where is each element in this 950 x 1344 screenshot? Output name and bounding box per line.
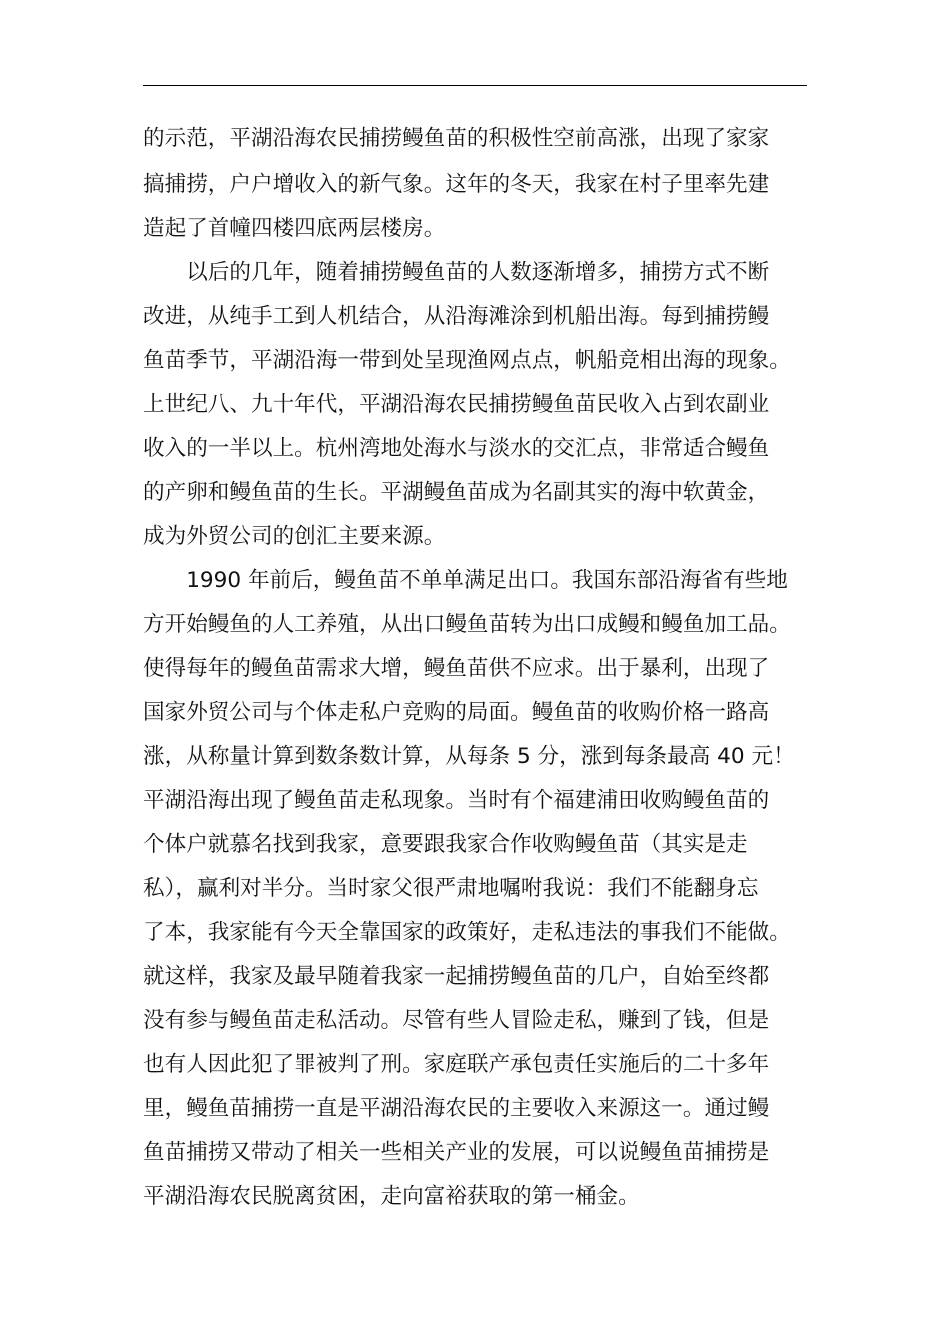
text-line: 鱼苗季节，平湖沿海一带到处呈现渔网点点，帆船竞相出海的现象。 bbox=[143, 348, 791, 373]
text-line: 的产卵和鳗鱼苗的生长。平湖鳗鱼苗成为名副其实的海中软黄金， bbox=[143, 480, 770, 505]
text-line: 改进，从纯手工到人机结合，从沿海滩涂到机船出海。每到捕捞鳗 bbox=[143, 304, 770, 329]
text-line: 上世纪八、九十年代，平湖沿海农民捕捞鳗鱼苗民收入占到农副业 bbox=[143, 392, 770, 417]
text-line: 也有人因此犯了罪被判了刑。家庭联产承包责任实施后的二十多年 bbox=[143, 1052, 770, 1077]
text-line: 的示范，平湖沿海农民捕捞鳗鱼苗的积极性空前高涨，出现了家家 bbox=[143, 126, 770, 151]
text-line: 个体户就慕名找到我家，意要跟我家合作收购鳗鱼苗（其实是走 bbox=[143, 832, 748, 857]
text-line: 国家外贸公司与个体走私户竞购的局面。鳗鱼苗的收购价格一路高 bbox=[143, 700, 770, 725]
text-line: 就这样，我家及最早随着我家一起捕捞鳗鱼苗的几户，自始至终都 bbox=[143, 964, 770, 989]
text-line: 造起了首幢四楼四底两层楼房。 bbox=[143, 216, 446, 241]
text-line: 了本，我家能有今天全靠国家的政策好，走私违法的事我们不能做。 bbox=[143, 920, 791, 945]
text-line: 收入的一半以上。杭州湾地处海水与淡水的交汇点，非常适合鳗鱼 bbox=[143, 436, 770, 461]
text-line: 涨，从称量计算到数条数计算，从每条 5 分，涨到每条最高 40 元！ bbox=[143, 744, 795, 769]
text-line: 成为外贸公司的创汇主要来源。 bbox=[143, 524, 446, 549]
text-line: 里，鳗鱼苗捕捞一直是平湖沿海农民的主要收入来源这一。通过鳗 bbox=[143, 1096, 770, 1121]
text-line: 使得每年的鳗鱼苗需求大增，鳗鱼苗供不应求。出于暴利，出现了 bbox=[143, 656, 770, 681]
text-line: 以后的几年，随着捕捞鳗鱼苗的人数逐渐增多，捕捞方式不断 bbox=[143, 260, 770, 285]
text-line: 方开始鳗鱼的人工养殖，从出口鳗鱼苗转为出口成鳗和鳗鱼加工品。 bbox=[143, 612, 791, 637]
header-rule bbox=[143, 85, 807, 86]
text-line: 平湖沿海出现了鳗鱼苗走私现象。当时有个福建浦田收购鳗鱼苗的 bbox=[143, 788, 770, 813]
text-line: 鱼苗捕捞又带动了相关一些相关产业的发展，可以说鳗鱼苗捕捞是 bbox=[143, 1140, 770, 1165]
text-line: 私），赢利对半分。当时家父很严肃地嘱咐我说：我们不能翻身忘 bbox=[143, 876, 759, 901]
text-line: 没有参与鳗鱼苗走私活动。尽管有些人冒险走私，赚到了钱，但是 bbox=[143, 1008, 770, 1033]
text-line: 平湖沿海农民脱离贫困，走向富裕获取的第一桶金。 bbox=[143, 1184, 640, 1209]
text-line: 搞捕捞，户户增收入的新气象。这年的冬天，我家在村子里率先建 bbox=[143, 172, 770, 197]
text-line: 1990 年前后，鳗鱼苗不单单满足出口。我国东部沿海省有些地 bbox=[143, 568, 788, 593]
